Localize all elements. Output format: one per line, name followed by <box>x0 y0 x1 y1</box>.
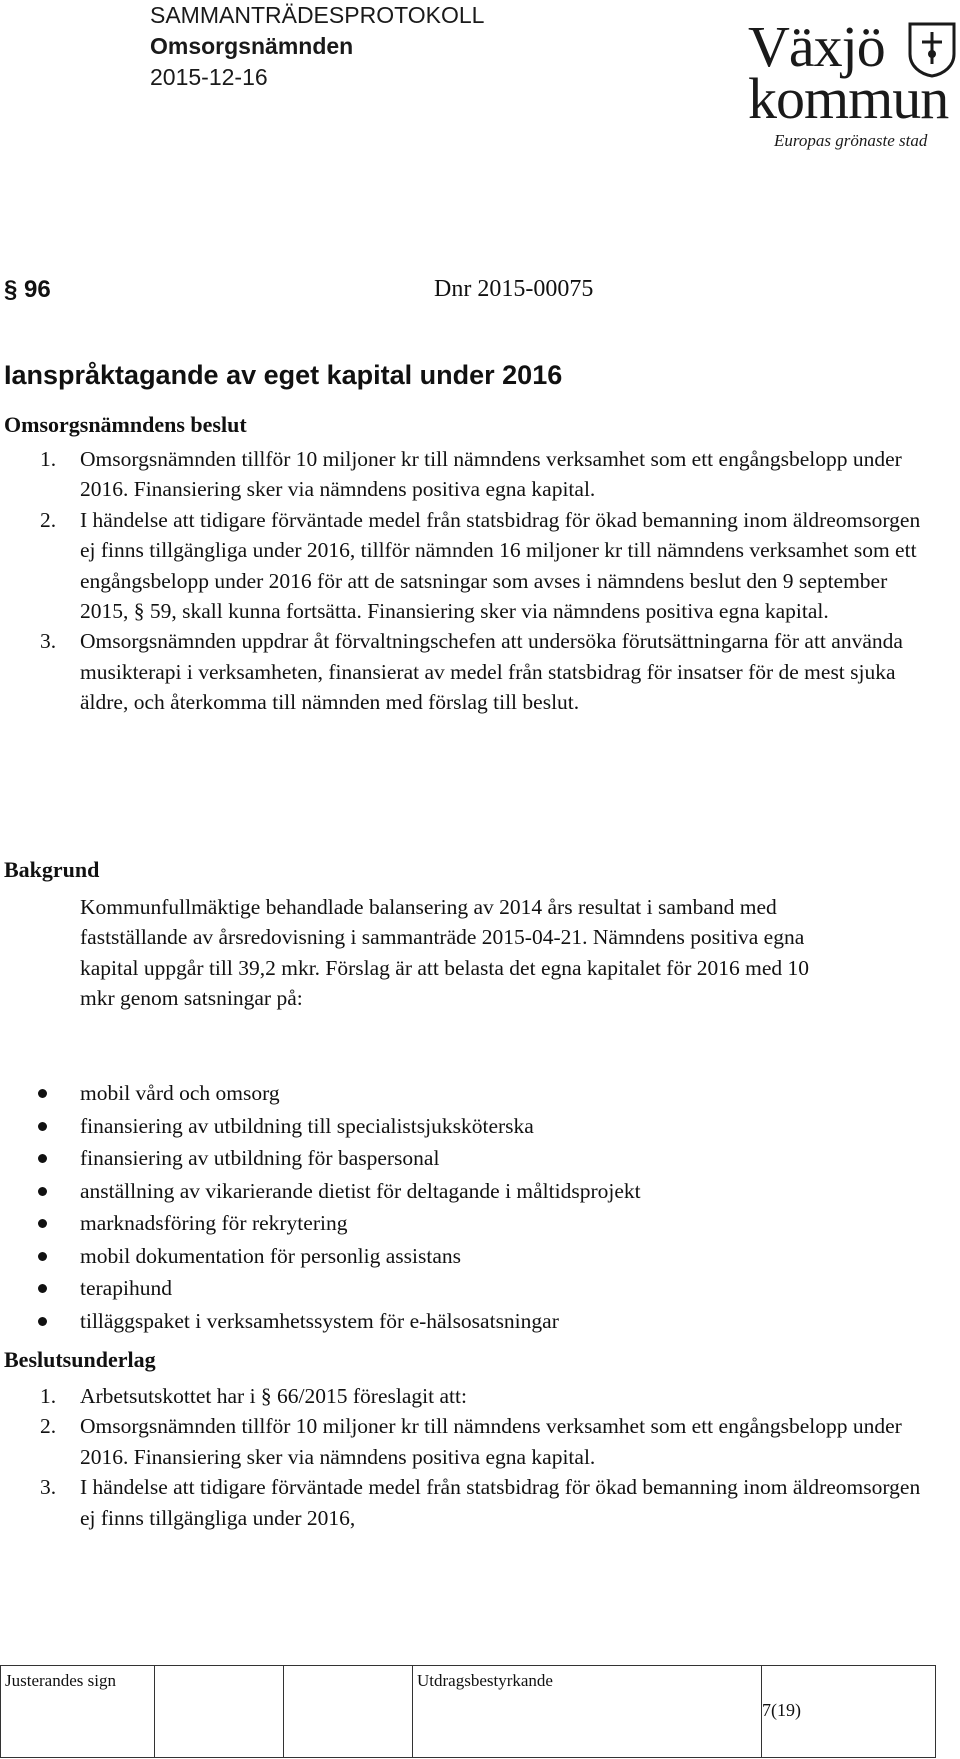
item-number: 1. <box>40 1384 57 1408</box>
list-item <box>0 1207 940 1240</box>
logo-line-2: kommun <box>748 66 949 131</box>
committee-name: Omsorgsnämnden <box>150 33 354 59</box>
beslutsunderlag-list <box>0 1381 940 1533</box>
list-item <box>0 1142 940 1175</box>
list-item <box>0 1305 940 1338</box>
bakgrund-text: Kommunfullmäktige behandlade balansering av 2014 års resultat i samband med fastställande av årsredovisning i sammanträde 2015-04-21. Nämndens positiva egna kapital uppgår till 39,2 mkr. Förslag är att belasta det egna kapitalet för 2016 med 10 mkr genom satsningar på: <box>80 895 810 1011</box>
item-number: 1. <box>40 447 57 471</box>
page-number: 7(19) <box>762 1700 801 1720</box>
list-item-text: mobil vård och omsorg <box>80 1081 280 1105</box>
diary-number: Dnr 2015-00075 <box>434 276 594 302</box>
list-item-text: mobil dokumentation för personlig assistans <box>80 1243 461 1268</box>
item-text: Arbetsutskottet har i § 66/2015 föreslagit att: <box>80 1384 467 1408</box>
signature-cell[interactable] <box>155 1666 284 1758</box>
beslut-item <box>0 444 940 505</box>
underlag-item <box>0 1411 940 1472</box>
bullet-icon <box>38 1252 47 1261</box>
bullet-icon <box>38 1219 47 1228</box>
paragraph-row <box>4 276 954 310</box>
meeting-date: 2015-12-16 <box>150 64 268 90</box>
underlag-item <box>0 1472 940 1533</box>
signature-cell[interactable] <box>284 1666 413 1758</box>
beslut-list <box>0 444 940 718</box>
item-number: 3. <box>40 629 57 654</box>
item-text: Omsorgsnämnden tillför 10 miljoner kr till nämndens verksamhet som ett engångsbelopp under 2016. Finansiering sker via nämndens positiva egna kapital. <box>80 447 902 502</box>
document-title: Ianspråktagande av eget kapital under 2016 <box>4 360 563 390</box>
document-header <box>150 0 484 93</box>
satsningar-list <box>0 1077 940 1337</box>
item-text: I händelse att tidigare förväntade medel från statsbidrag för ökad bemanning inom äldreomsorgen ej finns tillgängliga under 2016, tillför nämnden 16 miljoner kr till nämndens verksamhet som ett engångsbelopp under 2016 för att de satsningar som avses i nämndens beslut den 9 september 2015, § 59, skall kunna fortsätta. Finansiering sker via nämndens positiva egna kapital. <box>80 507 921 624</box>
bullet-icon <box>38 1154 47 1163</box>
beslut-heading: Omsorgsnämndens beslut <box>4 412 247 437</box>
bullet-icon <box>38 1122 47 1131</box>
item-number: 2. <box>40 1414 57 1439</box>
item-text: I händelse att tidigare förväntade medel från statsbidrag för ökad bemanning inom äldreomsorgen ej finns tillgängliga under 2016, <box>80 1475 921 1530</box>
list-item-text: finansiering av utbildning till specialistsjuksköterska <box>80 1113 534 1138</box>
bullet-icon <box>38 1317 47 1326</box>
bakgrund-heading: Bakgrund <box>4 857 100 882</box>
beslut-item <box>0 626 940 717</box>
underlag-item <box>0 1381 940 1411</box>
item-text: Omsorgsnämnden uppdrar åt förvaltningschefen att undersöka förutsättningarna för att använda musikterapi i verksamheten, finansierat av medel från statsbidrag för insatser för de mest sjuka äldre, och återkomma till nämnden med förslag till beslut. <box>80 629 903 715</box>
list-item <box>0 1240 940 1273</box>
paragraph-number: § 96 <box>4 276 51 303</box>
list-item-text: marknadsföring för rekrytering <box>80 1211 348 1235</box>
beslutsunderlag-heading: Beslutsunderlag <box>4 1347 156 1372</box>
list-item <box>0 1110 940 1143</box>
justerandes-sign-label: Justerandes sign <box>1 1666 155 1758</box>
crest-icon <box>906 20 958 78</box>
logo-line-1: Växjö <box>748 14 885 79</box>
document-type: SAMMANTRÄDESPROTOKOLL <box>150 2 485 28</box>
item-number: 2. <box>40 507 57 532</box>
list-item-text: anställning av vikarierande dietist för deltagande i måltidsprojekt <box>80 1178 641 1203</box>
list-item-text: terapihund <box>80 1276 172 1300</box>
bullet-icon <box>38 1089 47 1098</box>
bullet-icon <box>38 1187 47 1196</box>
list-item <box>0 1077 940 1110</box>
item-text: Omsorgsnämnden tillför 10 miljoner kr till nämndens verksamhet som ett engångsbelopp under 2016. Finansiering sker via nämndens positiva egna kapital. <box>80 1414 902 1469</box>
beslut-item <box>0 505 940 627</box>
list-item <box>0 1175 940 1208</box>
bullet-icon <box>38 1284 47 1293</box>
list-item <box>0 1272 940 1305</box>
logo-tagline: Europas grönaste stad <box>774 131 928 150</box>
utdragsbestyrkande-label: Utdragsbestyrkande <box>413 1666 762 1758</box>
item-number: 3. <box>40 1475 57 1500</box>
vaxjo-kommun-logo <box>748 14 960 154</box>
list-item-text: finansiering av utbildning för baspersonal <box>80 1146 440 1170</box>
list-item-text: tilläggspaket i verksamhetssystem för e-hälsosatsningar <box>80 1308 559 1333</box>
